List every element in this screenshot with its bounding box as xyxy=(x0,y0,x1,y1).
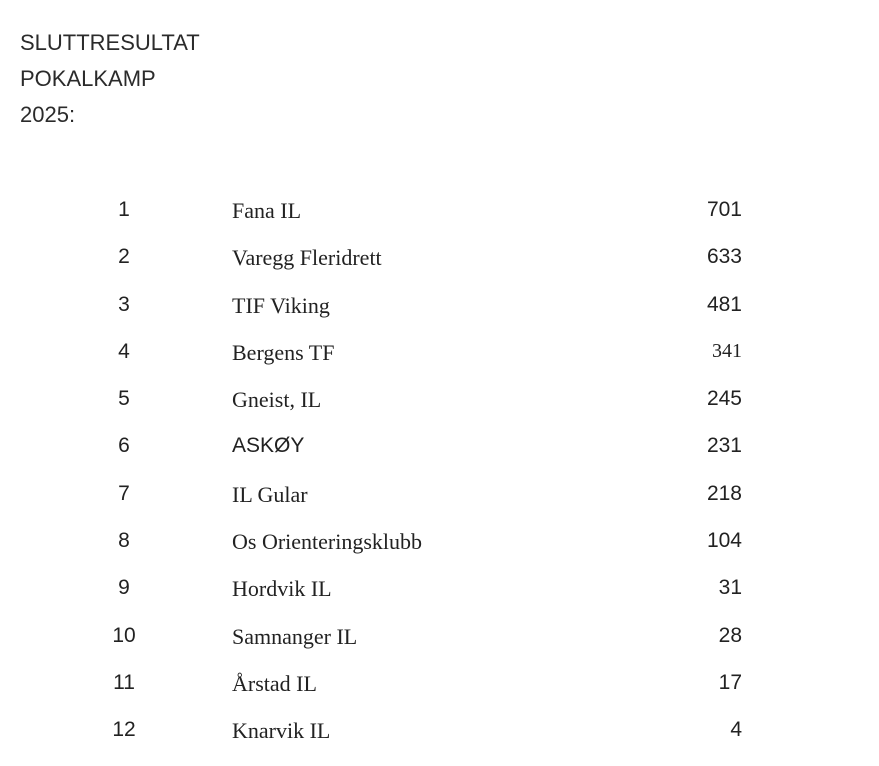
rank-cell: 8 xyxy=(118,529,130,553)
points-cell: 28 xyxy=(718,623,742,647)
rank-cell: 5 xyxy=(118,387,130,411)
club-cell: Samnanger IL xyxy=(232,623,358,649)
table-row xyxy=(0,519,879,566)
rank-cell: 4 xyxy=(118,339,130,363)
table-row xyxy=(0,708,879,755)
rank-cell: 9 xyxy=(118,576,130,600)
rank-cell: 11 xyxy=(113,670,135,694)
club-cell: IL Gular xyxy=(232,481,308,507)
table-row xyxy=(0,330,879,377)
table-row xyxy=(0,235,879,282)
table-row xyxy=(0,661,879,708)
page-heading xyxy=(20,25,200,133)
points-cell: 231 xyxy=(706,434,742,458)
heading-subtitle: POKALKAMP xyxy=(20,66,156,91)
rank-cell: 10 xyxy=(112,623,136,647)
points-cell: 17 xyxy=(718,670,742,694)
club-cell: Gneist, IL xyxy=(232,387,322,413)
heading-title: SLUTTRESULTAT xyxy=(20,30,200,55)
club-cell: Årstad IL xyxy=(232,670,317,696)
points-cell: 104 xyxy=(706,529,742,553)
rank-cell: 7 xyxy=(118,481,130,505)
points-cell: 341 xyxy=(712,339,742,362)
rank-cell: 6 xyxy=(118,434,130,458)
table-row xyxy=(0,377,879,424)
club-cell: Os Orienteringsklubb xyxy=(232,529,423,555)
table-row xyxy=(0,424,879,471)
club-cell: Varegg Fleridrett xyxy=(232,245,382,271)
points-cell: 218 xyxy=(706,481,742,505)
points-cell: 4 xyxy=(730,718,742,742)
rank-cell: 1 xyxy=(118,198,130,221)
club-cell: ASKØY xyxy=(232,434,305,458)
club-cell: Knarvik IL xyxy=(232,718,331,744)
table-row xyxy=(0,283,879,330)
points-cell: 481 xyxy=(706,292,742,316)
rank-cell: 2 xyxy=(118,245,130,269)
heading-year: 2025: xyxy=(20,102,76,127)
points-cell: 245 xyxy=(706,387,742,411)
club-cell: Hordvik IL xyxy=(232,576,332,602)
table-row xyxy=(0,188,879,235)
results-table xyxy=(0,188,879,756)
rank-cell: 12 xyxy=(112,718,136,742)
rank-cell: 3 xyxy=(118,292,130,316)
club-cell: Fana IL xyxy=(232,198,302,223)
table-row xyxy=(0,566,879,613)
points-cell: 31 xyxy=(718,576,742,600)
club-cell: Bergens TF xyxy=(232,339,335,365)
table-row xyxy=(0,472,879,519)
table-row xyxy=(0,614,879,661)
points-cell: 701 xyxy=(706,198,742,221)
club-cell: TIF Viking xyxy=(232,292,330,318)
points-cell: 633 xyxy=(706,245,742,269)
